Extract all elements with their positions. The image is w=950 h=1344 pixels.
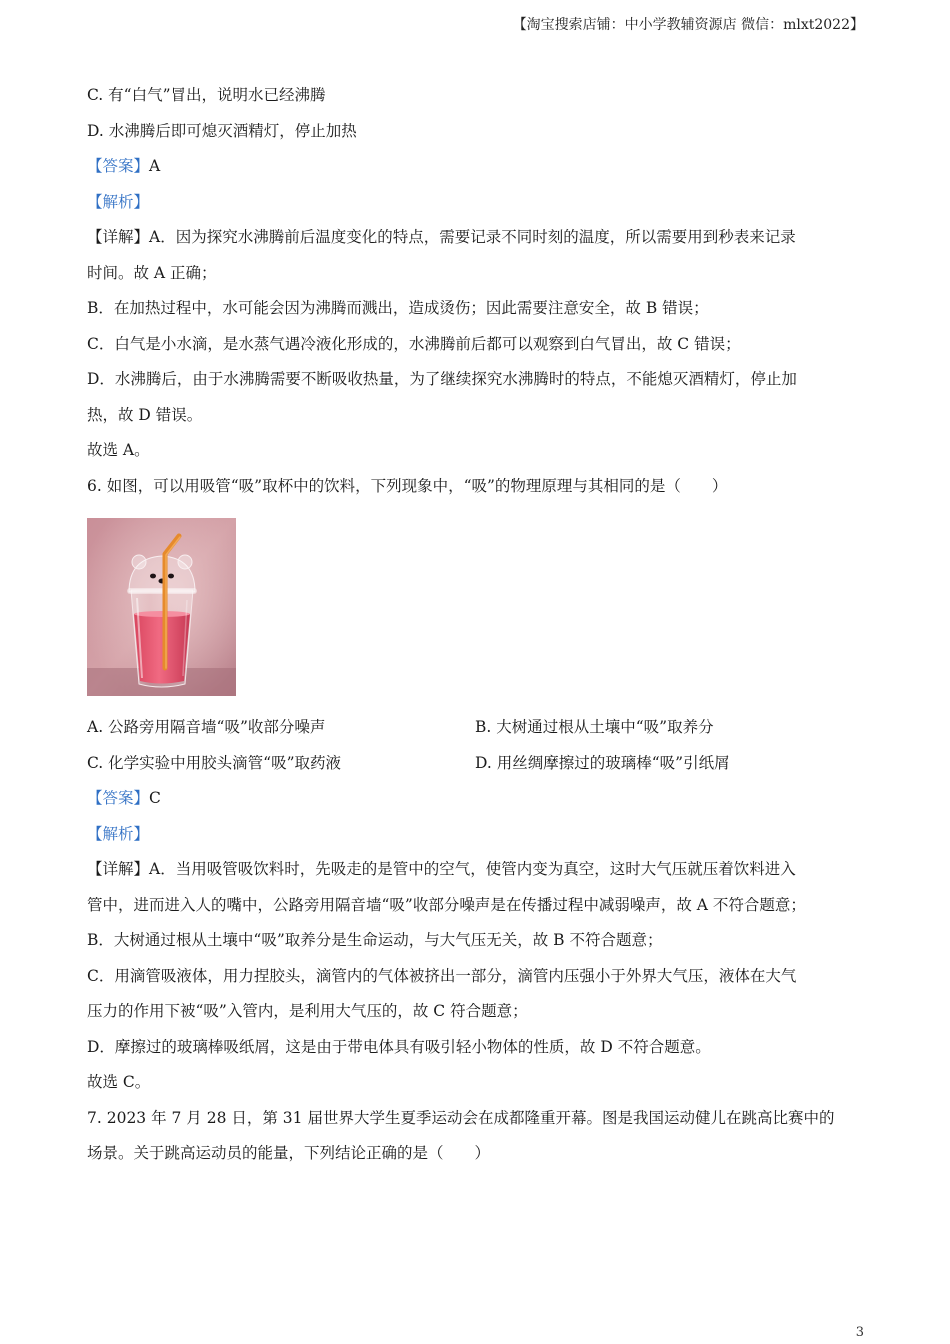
q6-detail-c-line1: C．用滴管吸液体，用力捏胶头，滴管内的气体被挤出一部分，滴管内压强小于外界大气压，液体在大气 — [87, 966, 797, 985]
q6-options-row-1 — [87, 710, 877, 746]
q6-conclusion: 故选 C。 — [87, 1073, 151, 1091]
q6-option-d: D. 用丝绸摩擦过的玻璃棒“吸”引纸屑 — [475, 753, 730, 772]
q6-option-c: C. 化学实验中用胶头滴管“吸”取药液 — [87, 753, 342, 772]
q5-detail-d-line2: 热，故 D 错误。 — [87, 405, 203, 424]
q5-detail-d-line1: D．水沸腾后，由于水沸腾需要不断吸收热量，为了继续探究水沸腾时的特点，不能熄灭酒精灯，停止加 — [87, 370, 797, 388]
answer-value: C — [149, 789, 161, 807]
q6-option-a: A. 公路旁用隔音墙“吸”收部分噪声 — [87, 718, 326, 736]
q6-option-b: B. 大树通过根从土壤中“吸”取养分 — [475, 718, 714, 736]
q6-answer — [87, 781, 877, 817]
q5-detail-a-line2: 时间。故 A 正确； — [87, 263, 217, 282]
analysis-tag: 【解析】 — [87, 824, 150, 843]
q6-analysis-tag — [87, 817, 877, 853]
q7-stem-line1: 7. 2023 年 7 月 28 日，第 31 届世界大学生夏季运动会在成都隆重开幕。图是我国运动健儿在跳高比赛中的 — [87, 1108, 835, 1127]
q5-answer — [87, 149, 877, 185]
q6-detail-a-line1: 【详解】A．当用吸管吸饮料时，先吸走的是管中的空气，使管内变为真空，这时大气压就压着饮料进入 — [87, 860, 796, 878]
q6-detail-a-line2: 管中，进而进入人的嘴中，公路旁用隔音墙“吸”收部分噪声是在传播过程中减弱噪声，故 A 不符合题意； — [87, 895, 806, 914]
q6-detail-d: D．摩擦过的玻璃棒吸纸屑，这是由于带电体具有吸引轻小物体的性质，故 D 不符合题意。 — [87, 1037, 711, 1056]
answer-tag: 【答案】 — [87, 789, 150, 807]
q6-stem: 6. 如图，可以用吸管“吸”取杯中的饮料，下列现象中，“吸”的物理原理与其相同的是（ ） — [87, 476, 728, 495]
page-header: 【淘宝搜索店铺：中小学教辅资源店 微信：mlxt2022】 — [512, 17, 864, 33]
q6-options-row-2 — [87, 746, 877, 782]
q5-detail-a-line1: 【详解】A．因为探究水沸腾前后温度变化的特点，需要记录不同时刻的温度，所以需要用到秒表来记录 — [87, 228, 796, 246]
q5-detail-b: B．在加热过程中，水可能会因为沸腾而溅出，造成烫伤；因此需要注意安全，故 B 错误； — [87, 299, 709, 317]
answer-tag: 【答案】 — [87, 157, 150, 175]
answer-value: A — [149, 157, 161, 175]
drink-cup-image — [87, 518, 236, 696]
q6-detail-c-line2: 压力的作用下被“吸”入管内，是利用大气压的，故 C 符合题意； — [87, 1002, 528, 1020]
q5-detail-c: C．白气是小水滴，是水蒸气遇冷液化形成的，水沸腾前后都可以观察到白气冒出，故 C 错误； — [87, 334, 741, 353]
q5-analysis-tag — [87, 185, 877, 221]
analysis-tag: 【解析】 — [87, 192, 150, 211]
q6-detail-b: B．大树通过根从土壤中“吸”取养分是生命运动，与大气压无关，故 B 不符合题意； — [87, 931, 663, 949]
cup-with-straw-picture — [87, 518, 236, 696]
q5-option-c: C. 有“白气”冒出，说明水已经沸腾 — [87, 86, 326, 104]
q5-option-d: D. 水沸腾后即可熄灭酒精灯，停止加热 — [87, 121, 357, 140]
document-body — [87, 78, 877, 1172]
q7-stem-line2: 场景。关于跳高运动员的能量，下列结论正确的是（ ） — [87, 1144, 491, 1162]
page-number: 3 — [855, 1325, 864, 1340]
q5-conclusion: 故选 A。 — [87, 441, 150, 459]
